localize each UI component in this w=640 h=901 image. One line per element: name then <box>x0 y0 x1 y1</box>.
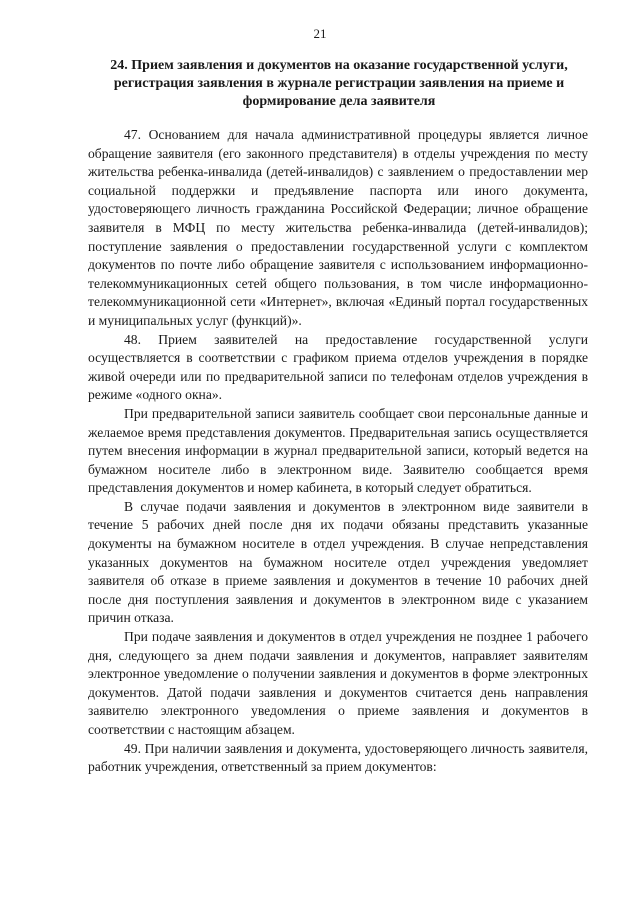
heading-line-2: регистрация заявления в журнале регистрации заявления на приеме и <box>113 76 565 91</box>
paragraph-submission-notice: При подаче заявления и документов в отдел учреждения не позднее 1 рабочего дня, следующего за днем подачи заявления и документов, направляет заявителям электронное уведомление о получении заявления и документов в форме электронных документов. Датой подачи заявления и документов считается день направления заявителю электронного уведомления о приеме заявления и документов в соответствии с настоящим абзацем. <box>88 629 588 737</box>
paragraph-48: 48. Прием заявителей на предоставление государственной услуги осуществляется в соответствии с графиком приема отделов учреждения в порядке живой очереди или по предварительной записи по телефонам отделов учреждения в режиме «одного окна». <box>88 331 588 403</box>
heading-line-3: формирование дела заявителя <box>242 94 436 109</box>
paragraph-electronic-submission: В случае подачи заявления и документов в электронном виде заявители в течение 5 рабочих дней после дня их подачи обязаны представить указанные документы на бумажном носителе в отдел учреждения. В случае непредставления указанных документов на бумажном носителе отдел учреждения уведомляет заявителя об отказе в приеме заявления и документов в течение 10 рабочих дней после дня поступления заявления и документов в электронном виде с указанием причин отказа. <box>88 498 588 626</box>
document-body <box>88 126 588 777</box>
section-heading <box>88 57 590 111</box>
page-number: 21 <box>313 26 327 41</box>
heading-line-1: 24. Прием заявления и документов на оказание государственной услуги, <box>110 58 568 73</box>
paragraph-49: 49. При наличии заявления и документа, удостоверяющего личность заявителя, работник учреждения, ответственный за прием документов: <box>88 740 588 775</box>
paragraph-preliminary-record: При предварительной записи заявитель сообщает свои персональные данные и желаемое время представления документов. Предварительная запись осуществляется путем внесения информации в журнал предварительной записи, который ведется на бумажном носителе либо в электронном виде. Заявителю сообщается время представления документов и номер кабинета, в который следует обратиться. <box>88 405 588 496</box>
paragraph-47: 47. Основанием для начала административной процедуры является личное обращение заявителя (его законного представителя) в отделы учреждения по месту жительства ребенка-инвалида (детей-инвалидов) с заявлением о предоставлении мер социальной поддержки и предъявление паспорта или иного документа, удостоверяющего личность гражданина Российской Федерации; личное обращение заявителя в МФЦ по месту жительства ребенка-инвалида (детей-инвалидов); поступление заявления о предоставлении государственной услуги с комплектом документов по почте либо обращение заявителя с использованием информационно-телекоммуникационных сетей общего пользования, в том числе информационно-телекоммуникационной сети «Интернет», включая «Единый портал государственных и муниципальных услуг (функций)». <box>88 127 588 328</box>
